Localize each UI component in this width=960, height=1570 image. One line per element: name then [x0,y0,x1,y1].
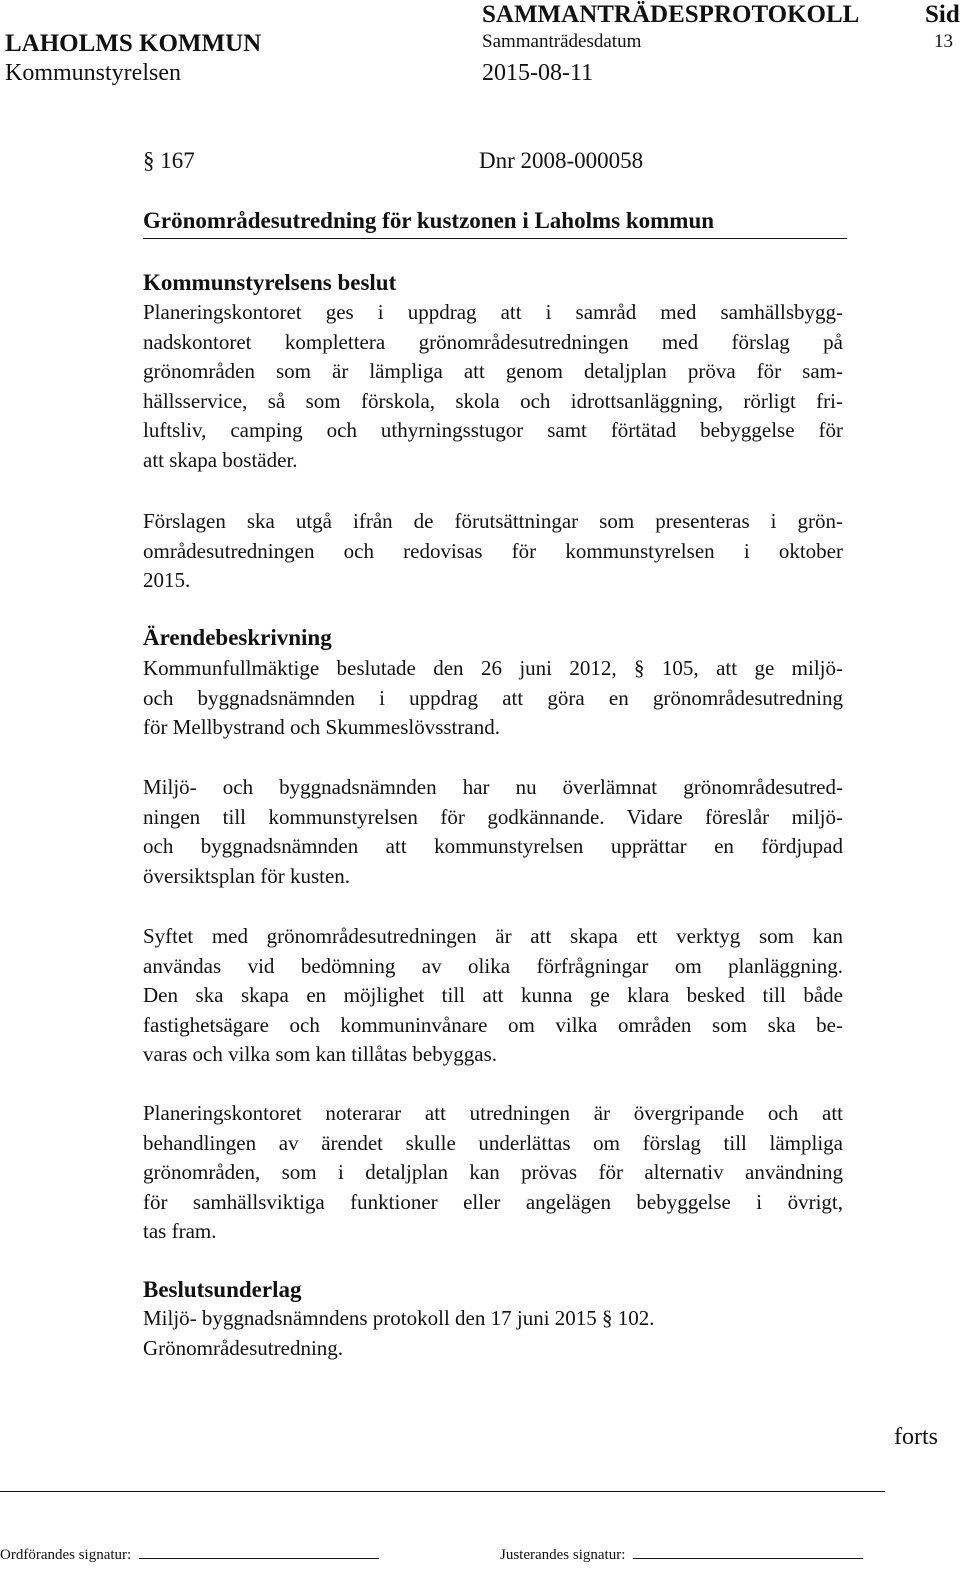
text-line: områdesutredningen och redovisas för kommunstyrelsen i oktober [143,538,843,563]
text-line: grönområden, som i detaljplan kan prövas för alternativ användning [143,1160,843,1185]
chair-signature-line [139,1558,379,1559]
text-line: Syftet med grönområdesutredningen är att skapa ett verktyg som kan [143,924,843,948]
text-line: luftsliv, camping och uthyrningsstugor samt förtätad bebyggelse för [143,418,843,443]
chair-signature [0,1547,379,1564]
text-line: Den ska skapa en möjlighet till att kunna ge klara besked till både [143,983,843,1008]
text-line: ningen till kommunstyrelsen för godkännande. Vidare föreslår miljö- [143,804,843,829]
text-line: att skapa bostäder. [143,447,298,472]
case-number: Dnr 2008-000058 [479,148,644,173]
meeting-date: 2015-08-11 [482,60,594,86]
footer-rule [0,1491,885,1492]
text-line: och byggnadsnämnden att kommunstyrelsen upprättar en fördjupad [143,834,843,859]
description-paragraph-2 [143,773,843,891]
text-line: grönområden som är lämpliga att genom detaljplan pröva för sam- [143,359,843,384]
chair-signature-label: Ordförandes signatur: [0,1547,132,1563]
description-paragraph-1 [143,654,843,743]
adjuster-signature [500,1547,863,1564]
text-line: för samhällsviktiga funktioner eller angelägen bebyggelse i övrigt, [143,1189,843,1214]
page-number: 13 [934,31,953,52]
text-line: Planeringskontoret noterarar att utredningen är övergripande och att [143,1101,843,1125]
text-line: tas fram. [143,1219,217,1244]
org-name: LAHOLMS KOMMUN [5,30,262,57]
decision-heading: Kommunstyrelsens beslut [143,270,397,295]
section-heading [143,148,195,174]
adjuster-signature-label: Justerandes signatur: [500,1547,626,1563]
description-heading: Ärendebeskrivning [143,625,332,650]
page-label: Sid [925,1,960,28]
text-line: för Mellbystrand och Skummeslövsstrand. [143,715,500,740]
text-line: varas och vilka som kan tillåtas bebyggas. [143,1042,497,1067]
section-number: 167 [160,148,195,173]
basis-line-1: Miljö- byggnadsnämndens protokoll den 17 juni 2015 § 102. [143,1306,655,1330]
decision-paragraph-1 [143,298,843,476]
meeting-date-label: Sammanträdesdatum [482,31,642,52]
text-line: behandlingen av ärendet skulle underlättas om förslag till lämpliga [143,1130,843,1155]
continued-note: forts [894,1424,938,1450]
description-paragraph-3 [143,922,843,1070]
document-type: SAMMANTRÄDESPROTOKOLL [482,1,860,28]
text-line: Miljö- och byggnadsnämnden har nu överlämnat grönområdesutred- [143,775,843,799]
text-line: 2015. [143,568,191,593]
basis-line-2: Grönområdesutredning. [143,1336,344,1360]
department: Kommunstyrelsen [5,60,181,86]
text-line: fastighetsägare och kommuninvånare om vilka områden som ska be- [143,1012,843,1037]
basis-heading: Beslutsunderlag [143,1277,302,1302]
text-line: översiktsplan för kusten. [143,863,351,888]
text-line: och byggnadsnämnden i uppdrag att göra en grönområdesutredning [143,685,843,710]
text-line: nadskontoret komplettera grönområdesutredningen med förslag på [143,329,843,354]
adjuster-signature-line [633,1558,863,1559]
text-line: Förslagen ska utgå ifrån de förutsättningar som presenteras i grön- [143,509,843,533]
description-paragraph-4 [143,1099,843,1247]
text-line: Kommunfullmäktige beslutade den 26 juni 2012, § 105, att ge miljö- [143,656,843,680]
decision-paragraph-2 [143,507,843,596]
section-symbol: § [143,148,155,173]
text-line: användas vid bedömning av olika förfrågningar om planläggning. [143,953,843,978]
text-line: Planeringskontoret ges i uppdrag att i samråd med samhällsbygg- [143,300,843,324]
title-rule [143,238,847,239]
case-title: Grönområdesutredning för kustzonen i Laholms kommun [143,208,715,233]
text-line: hällsservice, så som förskola, skola och idrottsanläggning, rörligt fri- [143,388,843,413]
